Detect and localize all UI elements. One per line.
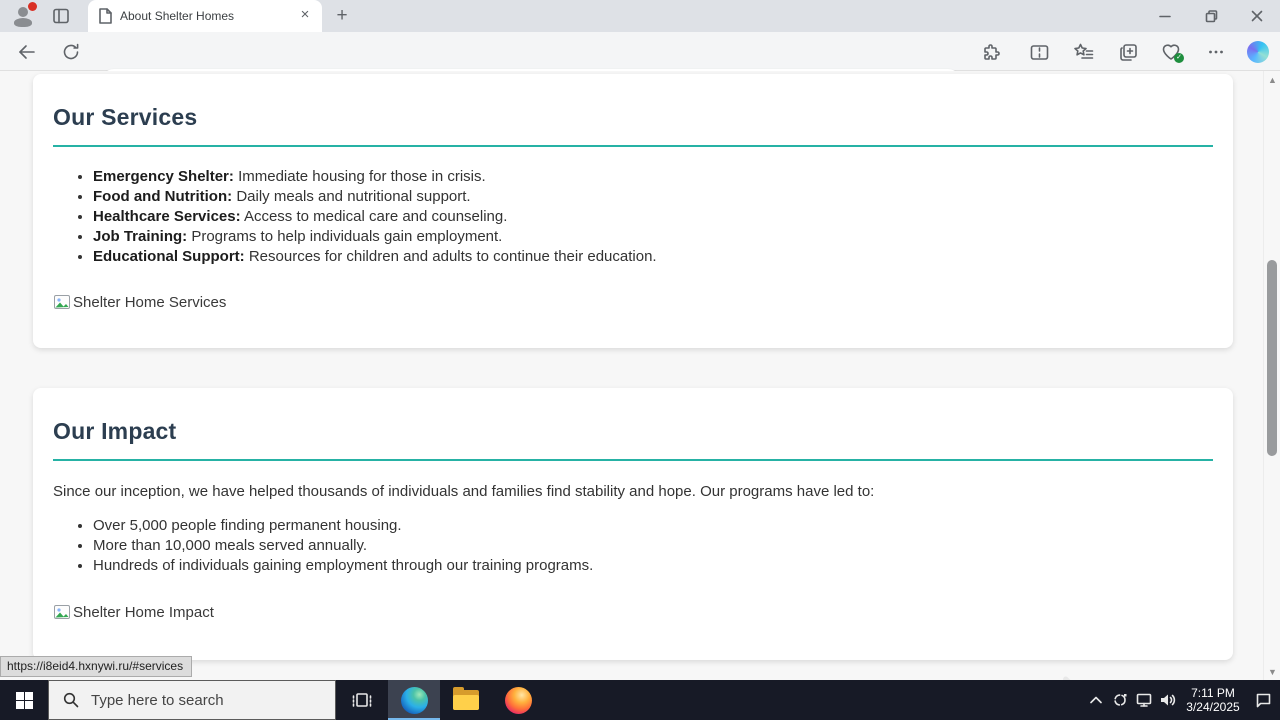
clock-date: 3/24/2025 <box>1186 700 1240 714</box>
favorites-list-icon <box>1074 43 1094 61</box>
network-icon <box>1135 692 1153 708</box>
impact-item: • Over 5,000 people finding permanent housing. <box>93 516 1213 536</box>
new-tab-button[interactable]: + <box>336 5 348 26</box>
impact-item: • More than 10,000 meals served annually. <box>93 536 1213 556</box>
service-item: • Food and Nutrition: Daily meals and nutritional support. <box>93 187 1213 207</box>
broken-image-icon <box>53 293 71 311</box>
start-button[interactable] <box>0 680 48 720</box>
volume-icon <box>1159 692 1177 708</box>
copilot-button[interactable] <box>1245 39 1271 65</box>
page-scrollbar[interactable] <box>1263 71 1280 680</box>
taskbar-file-explorer-button[interactable] <box>440 680 492 720</box>
search-icon <box>63 692 79 708</box>
taskbar-edge-button[interactable] <box>388 680 440 720</box>
window-restore-button[interactable] <box>1188 0 1234 32</box>
workspaces-icon[interactable] <box>52 7 70 25</box>
task-view-button[interactable] <box>336 680 388 720</box>
browser-titlebar <box>0 0 1280 32</box>
browser-essentials-button[interactable] <box>1158 39 1184 65</box>
tray-app-icon <box>1112 692 1128 708</box>
settings-ellipsis-icon <box>1207 43 1225 61</box>
tray-expand-button[interactable] <box>1084 680 1108 720</box>
scroll-down-arrow[interactable]: ▼ <box>1268 666 1277 677</box>
split-screen-button[interactable] <box>1026 39 1052 65</box>
image-alt-text: Shelter Home Services <box>73 293 227 311</box>
status-bar-link: https://i8eid4.hxnywi.ru/#services <box>0 656 192 677</box>
taskbar-firefox-button[interactable] <box>492 680 544 720</box>
broken-image-icon <box>53 603 71 621</box>
teal-divider <box>53 459 1213 461</box>
profile-button[interactable] <box>10 4 40 30</box>
action-center-icon <box>1255 692 1272 708</box>
page-favicon-icon <box>98 8 112 24</box>
image-alt-text: Shelter Home Impact <box>73 603 214 621</box>
services-list <box>53 167 1213 267</box>
windows-logo-icon <box>16 692 33 709</box>
scroll-up-arrow[interactable]: ▲ <box>1268 74 1277 85</box>
impact-intro: Since our inception, we have helped thousands of individuals and families find stability and hope. Our programs have led to: <box>53 483 875 500</box>
firefox-icon <box>505 687 532 714</box>
browser-toolbar <box>0 32 1280 71</box>
teal-divider <box>53 145 1213 147</box>
tab-close-icon[interactable]: × <box>300 6 310 23</box>
collections-add-icon <box>1119 43 1138 62</box>
services-card <box>33 74 1233 348</box>
tab-about-shelter-homes[interactable] <box>88 0 322 32</box>
taskbar-clock[interactable] <box>1180 686 1246 714</box>
essentials-check-badge: ✓ <box>1174 53 1184 63</box>
notification-dot <box>28 2 37 11</box>
taskbar-search[interactable] <box>48 680 336 720</box>
services-heading: Our Services <box>53 104 198 130</box>
chevron-up-icon <box>1090 696 1102 704</box>
edge-icon <box>401 687 428 714</box>
service-item: • Job Training: Programs to help individuals gain employment. <box>93 227 1213 247</box>
taskbar <box>0 680 1280 720</box>
refresh-button[interactable] <box>58 39 84 65</box>
window-close-button[interactable] <box>1234 0 1280 32</box>
favorites-button[interactable] <box>1071 39 1097 65</box>
scrollbar-thumb[interactable] <box>1267 260 1277 456</box>
service-item: • Healthcare Services: Access to medical care and counseling. <box>93 207 1213 227</box>
volume-button[interactable] <box>1156 680 1180 720</box>
split-screen-icon <box>1030 44 1049 61</box>
file-explorer-icon <box>453 690 479 710</box>
service-item: • Educational Support: Resources for children and adults to continue their education. <box>93 247 1213 267</box>
profile-avatar-icon <box>12 5 34 27</box>
network-button[interactable] <box>1132 680 1156 720</box>
copilot-icon <box>1247 41 1269 63</box>
extensions-button[interactable] <box>978 39 1004 65</box>
tray-app-button[interactable] <box>1108 680 1132 720</box>
settings-menu-button[interactable] <box>1203 39 1229 65</box>
window-minimize-button[interactable] <box>1142 0 1188 32</box>
action-center-button[interactable] <box>1246 692 1280 708</box>
search-placeholder: Type here to search <box>91 691 224 709</box>
extensions-puzzle-icon <box>982 43 1001 62</box>
impact-heading: Our Impact <box>53 418 177 444</box>
services-image-placeholder <box>53 293 1213 311</box>
refresh-icon <box>62 43 80 61</box>
anyrun-play-icon <box>1046 671 1110 680</box>
task-view-icon <box>352 691 372 709</box>
tab-title: About Shelter Homes <box>120 9 235 23</box>
page-viewport <box>0 71 1263 680</box>
collections-button[interactable] <box>1115 39 1141 65</box>
service-item: • Emergency Shelter: Immediate housing for those in crisis. <box>93 167 1213 187</box>
impact-image-placeholder <box>53 603 1213 621</box>
impact-card <box>33 388 1233 660</box>
impact-list <box>53 516 1213 576</box>
back-icon <box>17 42 37 62</box>
back-button[interactable] <box>14 39 40 65</box>
impact-item: • Hundreds of individuals gaining employment through our training programs. <box>93 556 1213 576</box>
clock-time: 7:11 PM <box>1191 686 1235 700</box>
